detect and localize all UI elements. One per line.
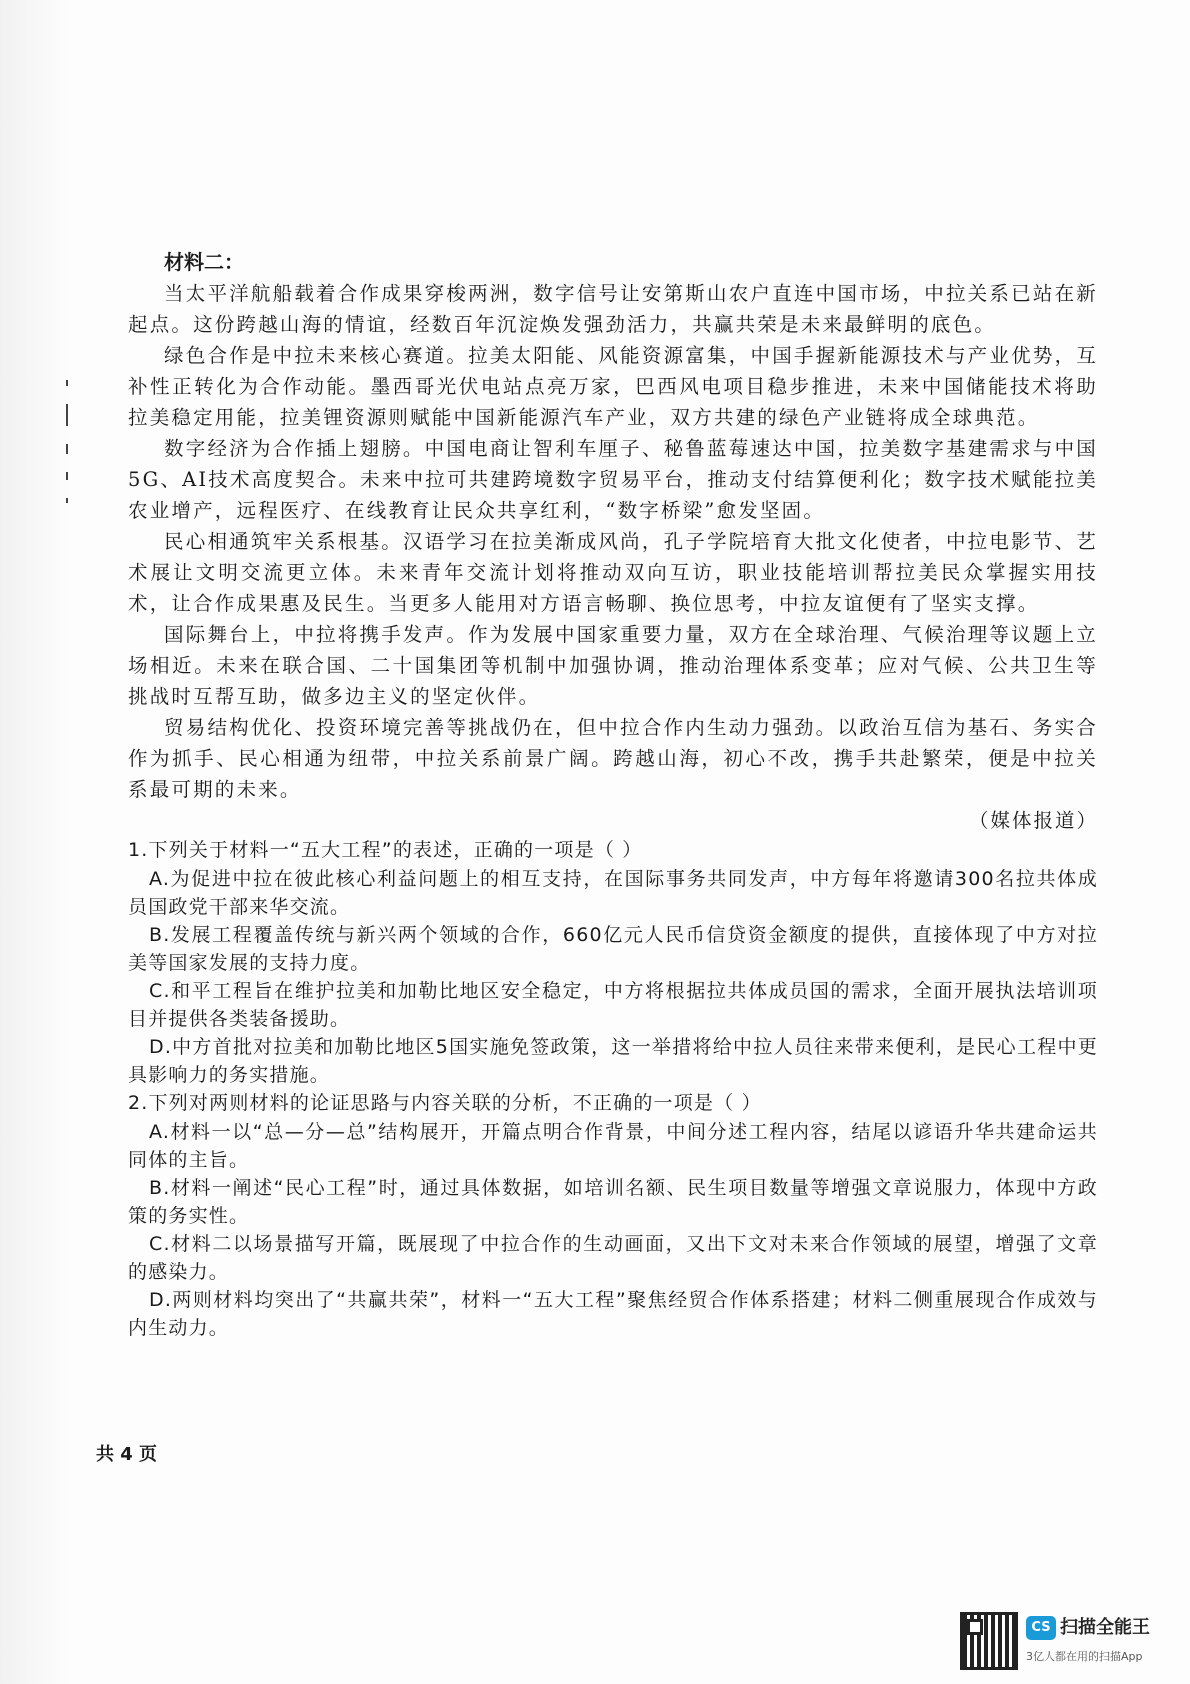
question-option: A.为促进中拉在彼此核心利益问题上的相互支持，在国际事务共同发声，中方每年将邀请300名拉共体成员国政党干部来华交流。 bbox=[128, 868, 1098, 918]
paragraph: 当太平洋航船载着合作成果穿梭两洲，数字信号让安第斯山农户直连中国市场，中拉关系已站在新起点。这份跨越山海的情谊，经数百年沉淀焕发强劲活力，共赢共荣是未来最鲜明的底色。 bbox=[128, 282, 1098, 336]
paragraph: 贸易结构优化、投资环境完善等挑战仍在，但中拉合作内生动力强劲。以政治互信为基石、务实合作为抓手、民心相通为纽带，中拉关系前景广阔。跨越山海，初心不改，携手共赴繁荣，便是中拉关系最可期的未来。 bbox=[128, 716, 1098, 801]
binding-marks bbox=[66, 380, 74, 521]
document-body bbox=[128, 246, 1098, 1342]
paragraph: 数字经济为合作插上翅膀。中国电商让智利车厘子、秘鲁蓝莓速达中国，拉美数字基建需求与中国5G、AI技术高度契合。未来中拉可共建跨境数字贸易平台，推动支付结算便利化；数字技术赋能拉美农业增产，远程医疗、在线教育让民众共享红利，“数字桥梁”愈发坚固。 bbox=[128, 437, 1098, 522]
question-section bbox=[128, 836, 1098, 1342]
qr-code-icon bbox=[960, 1612, 1018, 1670]
question-stem: 1.下列关于材料一“五大工程”的表述，正确的一项是（ ） bbox=[128, 839, 643, 861]
question-option: D.中方首批对拉美和加勒比地区5国实施免签政策，这一举措将给中拉人员往来带来便利，是民心工程中更具影响力的务实措施。 bbox=[128, 1036, 1098, 1086]
question-stem: 2.下列对两则材料的论证思路与内容关联的分析，不正确的一项是（ ） bbox=[128, 1092, 762, 1114]
question-option: D.两则材料均突出了“共赢共荣”，材料一“五大工程”聚焦经贸合作体系搭建；材料二侧重展现合作成效与内生动力。 bbox=[128, 1289, 1098, 1339]
app-tagline: 3亿人都在用的扫描App bbox=[1026, 1650, 1143, 1663]
question-option: B.材料一阐述“民心工程”时，通过具体数据，如培训名额、民生项目数量等增强文章说服力，体现中方政策的务实性。 bbox=[128, 1177, 1098, 1227]
paragraph: 绿色合作是中拉未来核心赛道。拉美太阳能、风能资源富集，中国手握新能源技术与产业优势，互补性正转化为合作动能。墨西哥光伏电站点亮万家，巴西风电项目稳步推进，未来中国储能技术将助拉美稳定用能，拉美锂资源则赋能中国新能源汽车产业，双方共建的绿色产业链将成全球典范。 bbox=[128, 344, 1098, 429]
question-option: C.和平工程旨在维护拉美和加勒比地区安全稳定，中方将根据拉共体成员国的需求，全面开展执法培训项目并提供各类装备援助。 bbox=[128, 980, 1098, 1030]
cs-logo-icon: CS bbox=[1026, 1616, 1056, 1640]
scanner-watermark bbox=[960, 1612, 1180, 1676]
paragraph: 国际舞台上，中拉将携手发声。作为发展中国家重要力量，双方在全球治理、气候治理等议题上立场相近。未来在联合国、二十国集团等机制中加强协调，推动治理体系变革；应对气候、公共卫生等挑战时互帮互助，做多边主义的坚定伙伴。 bbox=[128, 623, 1098, 708]
material-title: 材料二： bbox=[164, 250, 244, 274]
page-count: 共 4 页 bbox=[96, 1444, 158, 1465]
question-option: C.材料二以场景描写开篇，既展现了中拉合作的生动画面，又出下文对未来合作领域的展望，增强了文章的感染力。 bbox=[128, 1233, 1098, 1283]
scan-edge-shadow bbox=[0, 0, 70, 1684]
app-name: 扫描全能王 bbox=[1060, 1617, 1150, 1638]
source-note: （媒体报道） bbox=[968, 809, 1098, 832]
question-option: A.材料一以“总—分—总”结构展开，开篇点明合作背景，中间分述工程内容，结尾以谚语升华共建命运共同体的主旨。 bbox=[128, 1121, 1098, 1171]
question-option: B.发展工程覆盖传统与新兴两个领域的合作，660亿元人民币信贷资金额度的提供，直接体现了中方对拉美等国家发展的支持力度。 bbox=[128, 924, 1098, 974]
paragraph: 民心相通筑牢关系根基。汉语学习在拉美渐成风尚，孔子学院培育大批文化使者，中拉电影节、艺术展让文明交流更立体。未来青年交流计划将推动双向互访，职业技能培训帮拉美民众掌握实用技术，让合作成果惠及民生。当更多人能用对方语言畅聊、换位思考，中拉友谊便有了坚实支撑。 bbox=[128, 530, 1098, 615]
